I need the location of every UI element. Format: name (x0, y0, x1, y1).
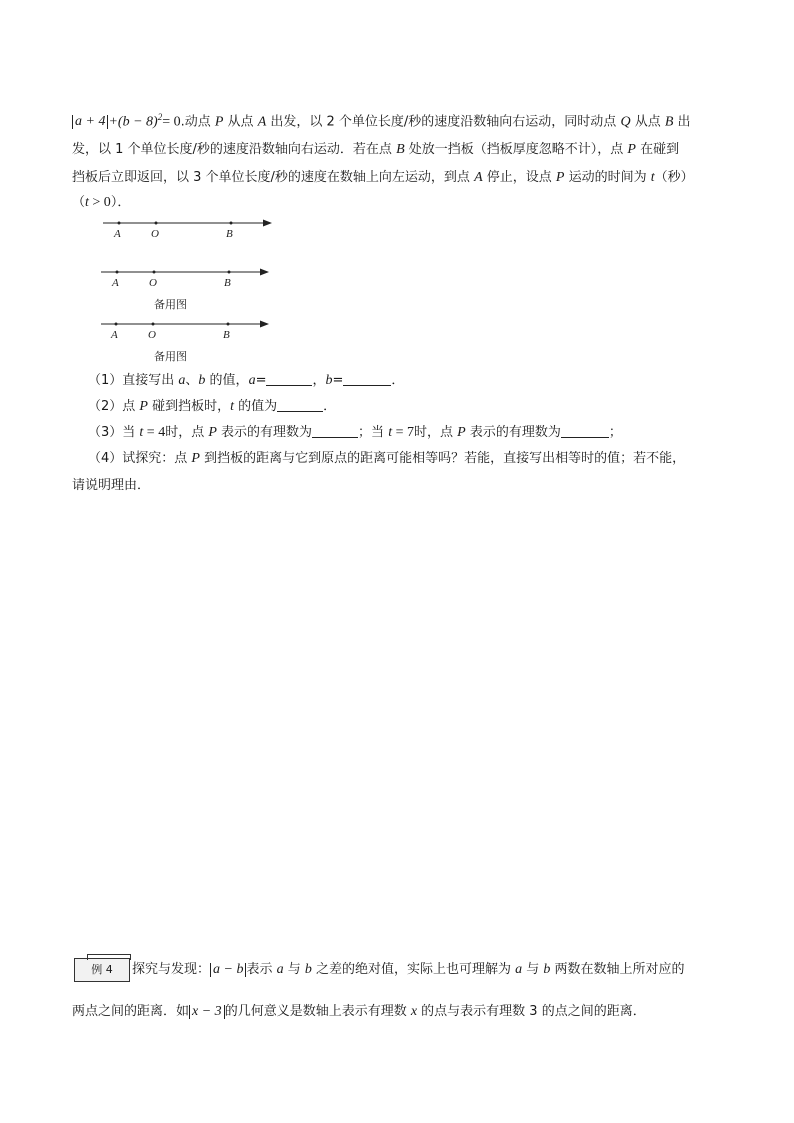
answer-blank-a[interactable] (266, 371, 312, 386)
var-p: P (627, 142, 636, 157)
example-text: 探究与发现： (132, 962, 211, 977)
label-o: O (151, 228, 159, 240)
var-a: A (257, 114, 267, 130)
equals-value: = 4 (143, 425, 166, 440)
var-b: B (396, 142, 405, 157)
equals-zero: = 0 (162, 114, 181, 130)
problem-text: 从点 (223, 114, 258, 130)
question-text: ；当 (358, 425, 389, 440)
var-x: x (410, 1004, 418, 1019)
number-line-2 (101, 269, 269, 290)
example-text: 之差的绝对值，实际上也可理解为 (311, 962, 516, 977)
problem-text: （秒） (654, 170, 694, 185)
var-b: b (543, 962, 551, 977)
question-text: ， (312, 373, 326, 388)
equals: = (255, 373, 267, 388)
question-text: 时，点 (165, 425, 209, 440)
question-text: 碰到挡板时， (147, 399, 231, 414)
var-q: Q (620, 114, 631, 130)
question-2 (88, 397, 748, 416)
question-text: 的值， (205, 373, 249, 388)
answer-blank-t4[interactable] (312, 423, 358, 438)
problem-text: 从点 (630, 114, 665, 130)
example-badge: 例 4 (74, 958, 130, 982)
var-a: a (276, 962, 284, 977)
answer-blank-b[interactable] (343, 371, 391, 386)
question-1 (88, 371, 748, 390)
spare-figure-caption: 备用图 (154, 298, 187, 311)
question-text: 、 (185, 373, 199, 388)
question-text: （3）当 (88, 425, 140, 440)
example-4-line-1 (132, 961, 732, 979)
example-text: 表示 (246, 962, 277, 977)
problem-text: 运动的时间为 (564, 170, 651, 185)
example-text: 与 (522, 962, 544, 977)
label-o: O (149, 277, 157, 289)
var-t: t (650, 170, 655, 185)
equals-value: = 7 (392, 425, 414, 440)
var-b: b (304, 962, 312, 977)
label-o: O (148, 329, 156, 341)
question-text: ． (323, 399, 337, 414)
gt-zero: > 0 (88, 195, 111, 210)
number-line-1 (103, 220, 272, 241)
label-b: B (224, 277, 231, 289)
var-a: a (515, 962, 523, 977)
answer-blank-t[interactable] (277, 397, 323, 412)
var-b: B (664, 114, 674, 130)
equals: = (332, 373, 344, 388)
question-text: ． (391, 373, 405, 388)
number-line-3 (101, 321, 269, 342)
var-t: t (85, 195, 89, 210)
spare-figure-caption: 备用图 (154, 350, 187, 363)
var-p: P (555, 170, 565, 185)
var-b: b (198, 373, 206, 388)
question-3 (88, 423, 748, 442)
problem-text: 出发，以 2 个单位长度/秒的速度沿数轴向右运动，同时动点 (266, 114, 621, 130)
label-a: A (111, 329, 118, 341)
var-t: t (230, 399, 234, 414)
var-t: t (388, 425, 393, 440)
var-t: t (139, 425, 144, 440)
var-b: b (325, 373, 333, 388)
problem-text: 处放一挡板（挡板厚度忽略不计），点 (404, 142, 628, 157)
question-text: （4）试探究：点 (88, 451, 192, 466)
var-p: P (214, 114, 224, 130)
var-a: A (474, 170, 483, 185)
var-a: a (178, 373, 186, 388)
question-text: 到挡板的距离与它到原点的距离可能相等吗？若能，直接写出相等时的值；若不能， (199, 451, 686, 466)
question-text: （2）点 (88, 399, 140, 414)
label-a: A (114, 228, 121, 240)
answer-blank-t7[interactable] (561, 423, 609, 438)
example-text: 两点之间的距离．如 (72, 1004, 190, 1019)
problem-text: 出 (673, 114, 691, 130)
problem-text: 挡板后立即返回，以 3 个单位长度/秒的速度在数轴上向左运动，到点 (72, 170, 475, 185)
label-b: B (226, 228, 233, 240)
example-text: 两数在数轴上所对应的 (550, 962, 685, 977)
exponent: 2 (157, 112, 163, 122)
var-p: P (457, 425, 466, 440)
abs-x-minus-3: x − 3 (189, 1005, 225, 1019)
question-text: 请说明理由． (72, 478, 151, 493)
square-expression: (b − 8) (117, 114, 158, 130)
question-text: 表示的有理数为 (216, 425, 313, 440)
abs-a-minus-b: a − b (210, 963, 246, 977)
question-text: 时，点 (413, 425, 458, 440)
label-b: B (223, 329, 230, 341)
example-text: 的几何意义是数轴上表示有理数 (224, 1004, 411, 1019)
problem-text: .动点 (180, 114, 215, 130)
example-text: 的点与表示有理数 3 的点之间的距离． (417, 1004, 646, 1019)
question-text: 表示的有理数为 (465, 425, 561, 440)
question-4 (88, 450, 748, 468)
question-text: 的值为 (234, 399, 278, 414)
plus-sign: + (108, 114, 118, 130)
problem-text: 发，以 1 个单位长度/秒的速度沿数轴向右运动．若在点 (72, 142, 397, 157)
var-a: a (248, 373, 256, 388)
problem-text: 停止，设点 (482, 170, 556, 185)
question-4-line-2 (72, 477, 732, 495)
question-text: ； (608, 425, 622, 440)
abs-expression: a + 4 (72, 115, 108, 129)
var-p: P (208, 425, 217, 440)
var-p: P (139, 399, 148, 414)
example-4-line-2 (72, 1003, 732, 1021)
question-text: （1）直接写出 (88, 373, 179, 388)
example-text: 与 (283, 962, 305, 977)
var-p: P (191, 451, 200, 466)
paren-close: ）． (110, 195, 131, 210)
problem-text: 在碰到 (635, 142, 680, 157)
label-a: A (112, 277, 119, 289)
paren-open: （ (72, 195, 86, 210)
